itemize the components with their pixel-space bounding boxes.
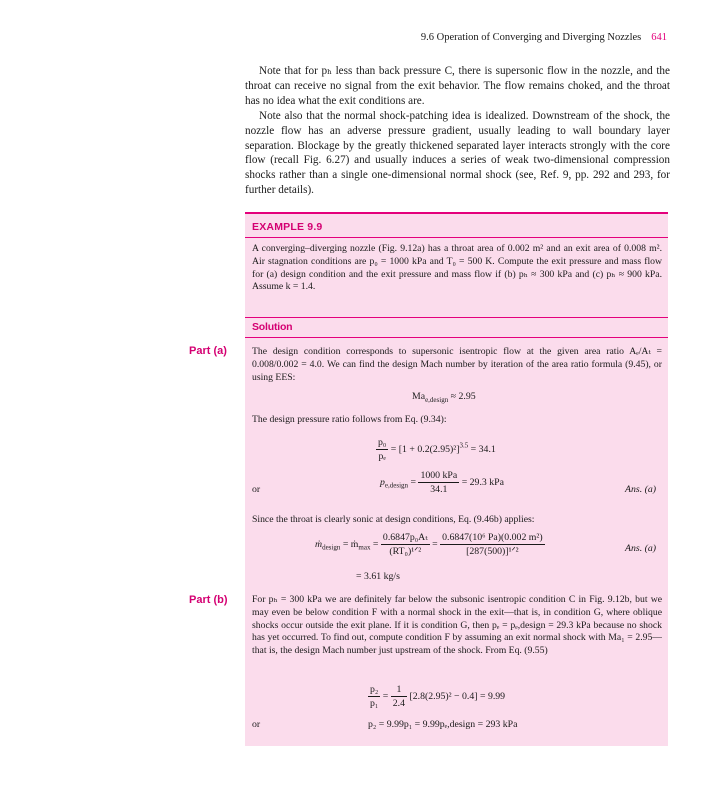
- sonic-text: Since the throat is clearly sonic at design conditions, Eq. (9.46b) applies:: [252, 514, 535, 525]
- example-statement: A converging–diverging nozzle (Fig. 9.12a) has a throat area of 0.002 m² and an exit area of 0.008 m². Air stagnation conditions are p₀ = 1000 kPa and T₀ = 500 K. Compute the exit pressure and mass flow for (a) design condition and the exit pressure and mass flow if (b) pₕ ≈ 300 kPa and (c) pₕ ≈ 900 kPa. Assume k = 1.4.: [252, 243, 662, 293]
- answer-a-1: Ans. (a): [625, 484, 657, 495]
- part-a-label: Part (a): [189, 345, 227, 357]
- answer-a-2: Ans. (a): [625, 543, 657, 554]
- part-b-text: For pₕ = 300 kPa we are definitely far below the subsonic isentropic condition C in Fig. 9.12b, but we may even be below condition F with a normal shock in the exit—that is, in condition G, where oblique shocks occur outside the exit plane. If it is condition G, then pₑ = pₑ,design = 29.3 kPa because no shock has yet occurred. To find out, compute condition F by assuming an exit normal shock with Ma₁ = 2.95—that is, the design Mach number just upstream of the shock. From Eq. (9.55): [252, 594, 662, 657]
- design-ratio-text: The design pressure ratio follows from Eq. (9.34):: [252, 414, 447, 425]
- eq-mass-flow: ṁ$_{design}$ = ṁ$_{max}$ = $\frac{\text{0.6847p₀Aₜ}}{\text{(RT₀)¹ᐟ²}}$ = $\frac{\text{0.6847(10⁶ Pa)(0.002 m²)}}{\text{[287(500)]¹ᐟ²}}$: [315, 532, 543, 557]
- intro-paragraph-2: Note also that the normal shock-patching idea is idealized. Downstream of the shock, the nozzle flow has an adverse pressure gradient, usually leading to wall boundary layer separation. Blockage by the greatly thickened separated layer interacts strongly with the core flow (recall Fig. 6.27) and usually induces a series of weak two-dimensional compression shocks rather than a single one-dimensional normal shock (see, Ref. 9, pp. 292 and 293, for further details).: [245, 110, 670, 196]
- solution-title: Solution: [252, 321, 293, 333]
- example-title-rule: [245, 237, 668, 238]
- eq-pressure-jump: $\frac{\text{p₂}}{\text{p₁}}$ = $\frac{1}{2.4}$ [2.8(2.95)² − 0.4] = 9.99: [370, 684, 506, 709]
- running-header: [421, 32, 667, 43]
- eq-exit-pressure: $p_{e,design}$ = $\frac{\text{1000 kPa}}{34.1}$ = 29.3 kPa: [380, 470, 504, 495]
- part-b-label: Part (b): [189, 594, 228, 606]
- eq-pressure-ratio: $\frac{\text{p₀}}{\text{pₑ}}$ = $[1 + 0.2(2.95)^2]^{3.5} = 34.1$: [378, 437, 496, 462]
- eq-mass-flow-result: = 3.61 kg/s: [356, 571, 400, 582]
- or-label-1: or: [252, 484, 261, 495]
- solution-rule-bottom: [245, 337, 668, 338]
- page-number: 641: [651, 32, 667, 43]
- eq-p2-result: p₂ = 9.99p₁ = 9.99pₑ,design = 293 kPa: [368, 719, 518, 730]
- or-label-2: or: [252, 719, 261, 730]
- section-title: 9.6 Operation of Converging and Diverging Nozzles: [420, 32, 642, 43]
- intro-paragraph-1: Note that for pₕ less than back pressure C, there is supersonic flow in the nozzle, and the throat can receive no signal from the exit behavior. The flow remains choked, and the throat has no idea what the exit conditions are.: [245, 65, 670, 107]
- part-a-text: The design condition corresponds to supersonic isentropic flow at the given area ratio Aₑ/Aₜ = 0.008/0.002 = 4.0. We can find the design Mach number by iteration of the area ratio formula (9.45), or using EES:: [252, 346, 662, 383]
- eq-mach-design: $Ma_{e,design} \approx 2.95$: [412, 391, 476, 404]
- example-title: EXAMPLE 9.9: [252, 221, 323, 233]
- solution-rule-top: [245, 317, 668, 318]
